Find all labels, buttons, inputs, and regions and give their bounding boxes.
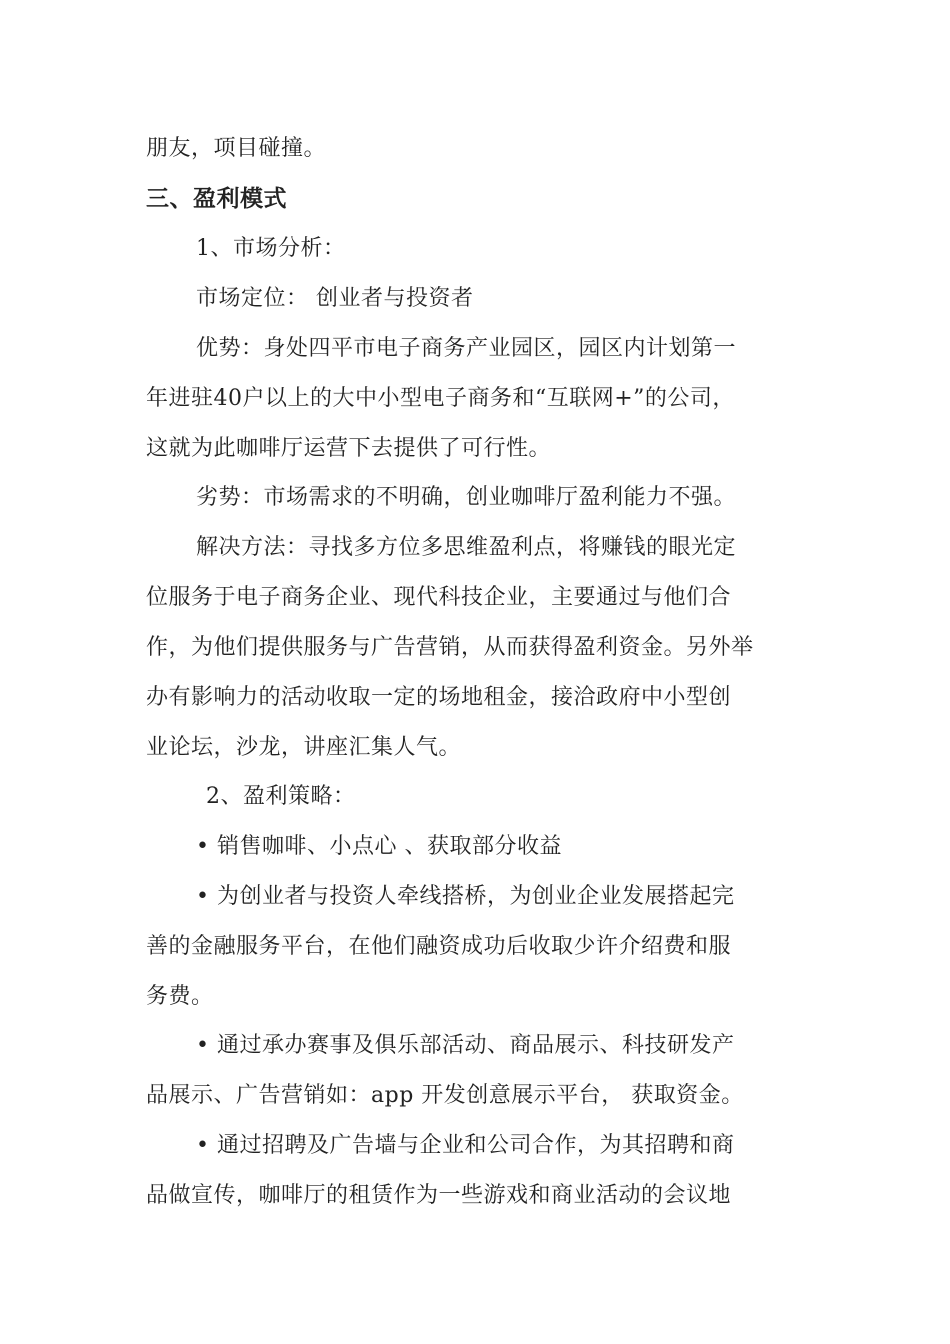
- section-heading: 三、盈利模式: [146, 186, 287, 212]
- bullet-line: • 为创业者与投资人牵线搭桥，为创业企业发展搭起完: [196, 884, 735, 909]
- paragraph-line: 劣势：市场需求的不明确，创业咖啡厅盈利能力不强。: [196, 485, 737, 510]
- paragraph-line: 务费。: [146, 984, 214, 1009]
- paragraph-line: 市场定位： 创业者与投资者: [196, 286, 474, 311]
- paragraph-line: 朋友，项目碰撞。: [146, 136, 327, 161]
- paragraph-line: 品展示、广告营销如：app 开发创意展示平台， 获取资金。: [146, 1083, 744, 1108]
- subsection-heading: 1、市场分析：: [196, 236, 346, 261]
- paragraph-line: 年进驻40户以上的大中小型电子商务和“互联网+”的公司，: [146, 386, 735, 411]
- subsection-heading: 2、盈利策略：: [206, 784, 356, 809]
- paragraph-line: 位服务于电子商务企业、现代科技企业，主要通过与他们合: [146, 585, 732, 610]
- paragraph-line: 业论坛，沙龙，讲座汇集人气。: [146, 735, 462, 760]
- paragraph-line: 善的金融服务平台，在他们融资成功后收取少许介绍费和服: [146, 934, 732, 959]
- paragraph-line: 优势：身处四平市电子商务产业园区，园区内计划第一: [196, 336, 737, 361]
- paragraph-line: 这就为此咖啡厅运营下去提供了可行性。: [146, 436, 552, 461]
- paragraph-line: 作，为他们提供服务与广告营销，从而获得盈利资金。另外举: [146, 635, 754, 660]
- bullet-line: • 通过承办赛事及俱乐部活动、商品展示、科技研发产: [196, 1033, 735, 1058]
- paragraph-line: 解决方法：寻找多方位多思维盈利点，将赚钱的眼光定: [196, 535, 737, 560]
- paragraph-line: 品做宣传，咖啡厅的租赁作为一些游戏和商业活动的会议地: [146, 1183, 732, 1208]
- bullet-line: • 通过招聘及广告墙与企业和公司合作，为其招聘和商: [196, 1133, 735, 1158]
- bullet-line: • 销售咖啡、小点心 、获取部分收益: [196, 834, 562, 859]
- paragraph-line: 办有影响力的活动收取一定的场地租金，接洽政府中小型创: [146, 685, 732, 710]
